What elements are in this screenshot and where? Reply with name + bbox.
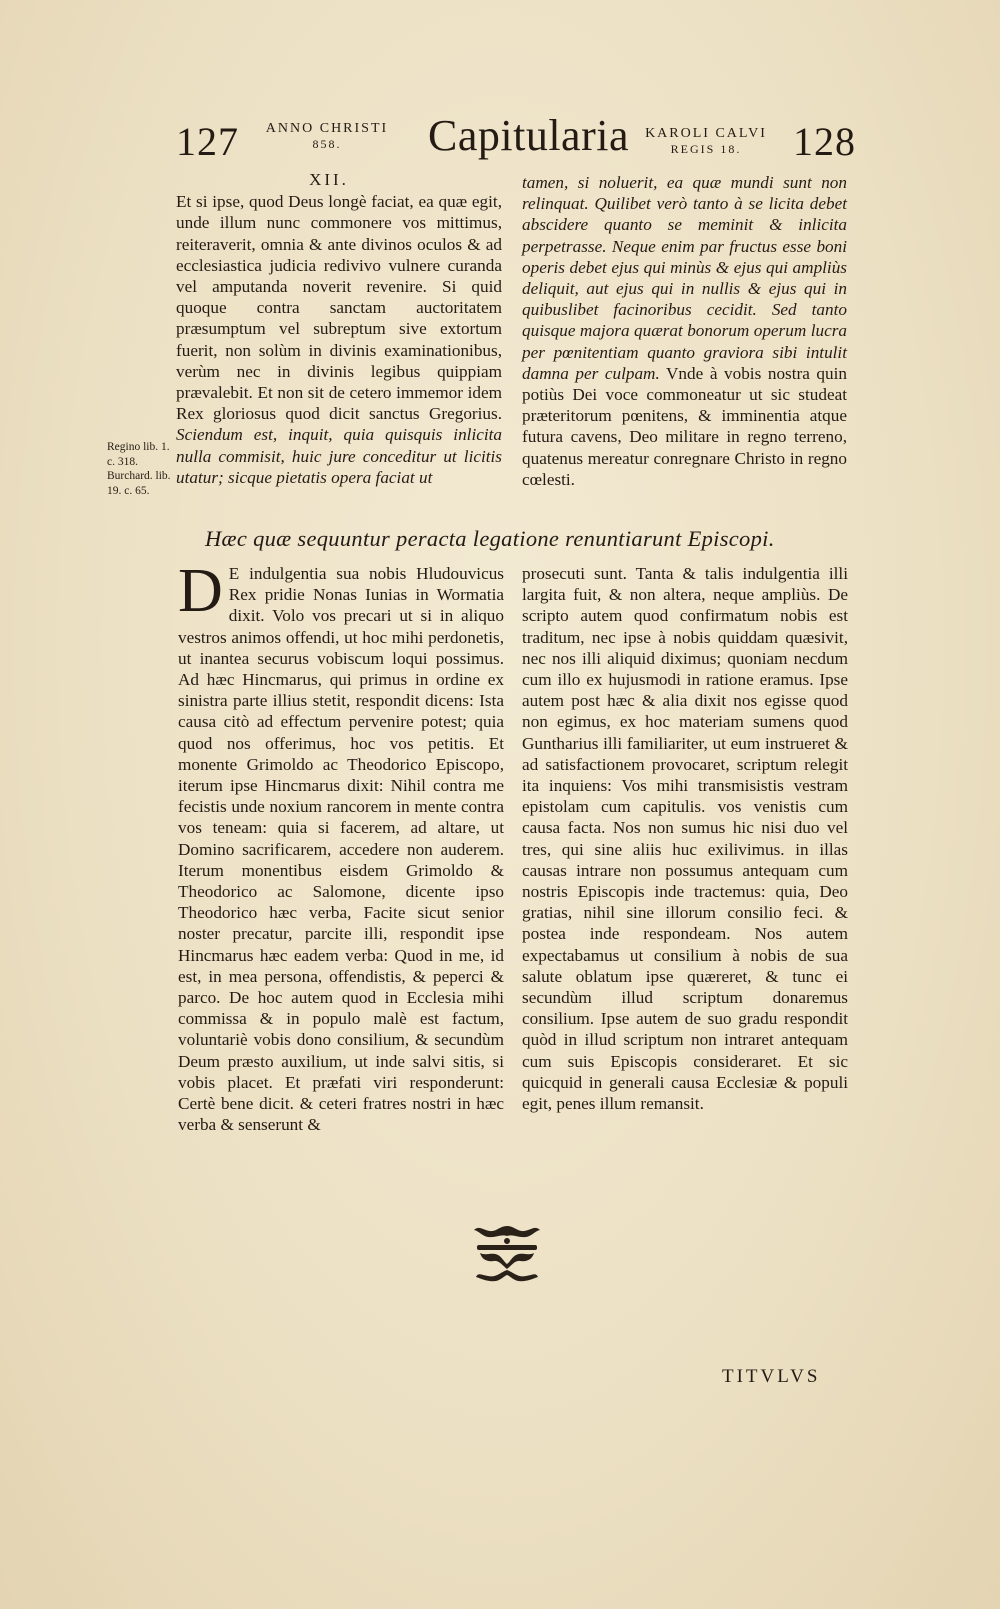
section-heading: Hæc quæ sequuntur peracta legatione renuntiarunt Episcopi.: [205, 526, 775, 551]
karoli-calvi-line1: KAROLI CALVI: [645, 126, 767, 141]
paragraph-text: [522, 172, 847, 490]
running-title: Capitularia: [428, 111, 629, 160]
karoli-calvi-line2: REGIS 18.: [670, 142, 742, 156]
catchword: TITVLVS: [722, 1366, 821, 1387]
anno-christi-label: [262, 121, 392, 152]
anno-christi-line1: ANNO CHRISTI: [265, 121, 389, 136]
left-column-upper: [176, 169, 502, 488]
paragraph-text: [178, 557, 504, 1135]
paragraph-text: [176, 191, 502, 488]
paragraph-text: [522, 563, 848, 1114]
margin-reference-note: Regino lib. 1. c. 318. Burchard. lib. 19. c. 65.: [107, 441, 171, 497]
right-column-upper: [522, 172, 847, 490]
gregory-quote-start: Sciendum est, inquit, quia quisquis inlicita nulla commisit, huic jure conceditur ut licitis utatur; sicque pietatis opera faciat ut: [176, 425, 502, 487]
drop-capital: D: [178, 557, 223, 625]
paragraph-body: E indulgentia sua nobis Hludouvicus Rex pridie Nonas Iunias in Wormatia dixit. Volo vos precari ut si in aliquo vestros animos offendi, ut hoc mihi perdonetis, ut inantea securus vobiscum loqui possimus. Ad hæc Hincmarus, qui primus in ordine ex sinistra parte illius stetit, respondit dicens: Ista causa citò ad effectum pervenire potest; quia quod nos offerimus, hoc vos petitis. Et monente Grimoldo ac Theodorico Episcopo, iterum ipse Hincmarus dixit: Nihil contra me fecistis unde noxium rancorem in mente contra vos teneam: quia si facerem, ad altare, ut Domino sacrificarem, accedere non auderem. Iterum monentibus eisdem Grimoldo & Theodorico ac Salomone, dicente ipso Theodorico hæc verba, Facite sicut senior noster precatur, parcite illi, respondit ipse Hincmarus hæc eadem verba: Quod in me, id est, in mea persona, offendistis, & peperci & parco. De hoc autem quod in Ecclesia mihi commissa & in populo malè est factum, voluntariè vobis dono consilium, & secundùm Deum præsto auxilium, ut inde salvi sitis, si vobis placet. Et præfati viri responderunt: Certè bene dicit. & ceteri fratres nostri in hæc verba & senserunt &: [178, 564, 504, 1135]
page-number-left: 127: [176, 119, 239, 164]
page-number-right: 128: [793, 119, 856, 164]
paragraph-body: Et si ipse, quod Deus longè faciat, ea quæ egit, unde illum nunc commonere vos mittimus, reiteraverit, omnia & ante divinos oculos & ad ecclesiastica judicia redivivo vulnere curanda vel amputanda noverit revenire. Si quid quoque contra sanctam auctoritatem præsumptum vel subreptum sive extortum fuerit, non solùm in divinis examinationibus, verùm nec in divinis legibus quippiam prævalebit. Et non sit de cetero immemor idem Rex gloriosus quod dicit sanctus Gregorius.: [176, 192, 502, 424]
right-column-lower: [522, 563, 848, 1114]
paragraph-body: Vnde à vobis nostra quin potiùs Dei voce commoneatur ut sic studeat præteritorum pœnitens, & imminentia atque futura cavens, Deo militare in regno terreno, quatenus mereatur conregnare Christo in regno cœlesti.: [522, 363, 847, 489]
printer-ornament-icon: [470, 1222, 544, 1282]
section-number: XII.: [309, 170, 349, 189]
karoli-calvi-label: [636, 126, 776, 157]
anno-christi-year: 858.: [312, 137, 342, 151]
paragraph-body: prosecuti sunt. Tanta & talis indulgentia illi largita fuit, & non altera, neque ampliùs. De scripto autem quod confirmatum nobis est traditum, nec ipse à nobis quiddam quæsivit, nec nos illi aliquid diximus; quoniam necdum cum illo ex hujusmodi in ratione eramus. Ipse autem post hæc & alia dixit nos egisse quod non egimus, ex hoc materiam sumens quod Guntharius illi familiariter, ut eum instrueret & ad satisfactionem provocaret, scriptum relegit ita inquiens: Vos mihi transmisistis vestram epistolam cum capitulis. vos venistis cum causa facta. Nos non sumus hic nisi duo vel tres, qui sine aliis huc exilivimus. in illas causas intrare non possumus antequam cum nostris Episcopis inde tractemus: quia, Deo gratias, nihil sine illorum consilio feci. & postea inde respondeam. Nos autem expectabamus ut consilium à nobis de sua salute oblatum ipse quæreret, & tunc ei secundùm illud scriptum donaremus consilium. Ipse autem de suo gradu respondit quòd in illud scriptum non intraret antequam cum suis Episcopis consideraret. Et sic quicquid in generali causa Ecclesiæ & populi egit, penes illum remansit.: [522, 564, 848, 1114]
left-column-lower: [178, 557, 504, 1135]
gregory-quote-end: tamen, si noluerit, ea quæ mundi sunt non relinquat. Quilibet verò tanto à se licita debet abscidere quanto se meminit & inlicita perpetrasse. Neque enim par fructus esse boni operis debet ejus qui minùs & ejus qui ampliùs deliquit, aut ejus qui in nullis & ejus qui in quibuslibet facinoribus cecidit. Sed tanto quisque majora quærat bonorum operum lucra per pœnitentiam quanto graviora sibi intulit damna per culpam.: [522, 173, 847, 383]
